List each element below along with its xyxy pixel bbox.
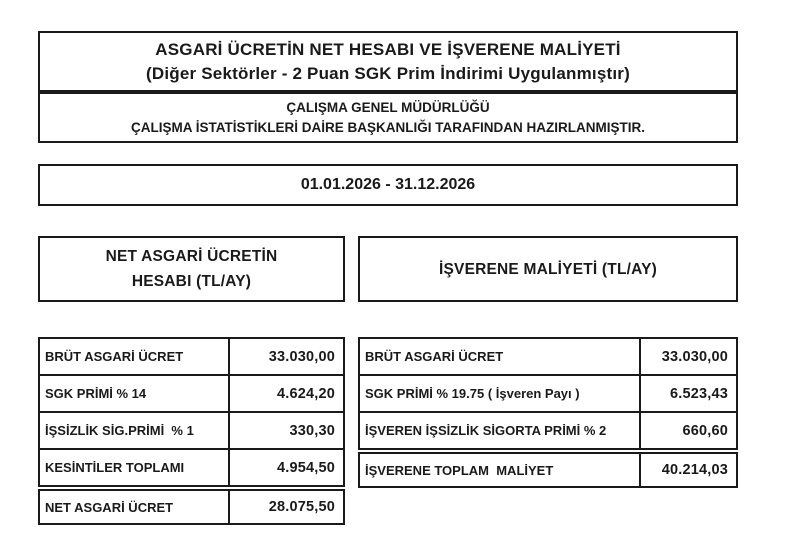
net-wage-header-line2: HESABI (TL/AY) [131,273,252,290]
organization-name: ÇALIŞMA GENEL MÜDÜRLÜĞÜ [286,99,490,115]
row-value: 330,30 [289,422,335,439]
table-row [40,450,343,485]
net-wage-section-header [38,236,345,302]
title-box [38,31,738,92]
period-text: 01.01.2026 - 31.12.2026 [300,176,476,193]
net-wage-table [38,337,345,487]
row-label: BRÜT ASGARİ ÜCRET [360,339,641,374]
row-value: 4.624,20 [276,385,335,402]
row-label: SGK PRİMİ % 14 [40,376,230,411]
employer-cost-table [358,337,738,450]
row-label: KESİNTİLER TOPLAMI [40,450,230,485]
table-row [40,376,343,413]
row-value: 33.030,00 [661,348,728,365]
net-wage-header-line1: NET ASGARİ ÜCRETİN [105,248,278,265]
total-label: İŞVERENE TOPLAM MALİYET [360,454,641,486]
net-wage-total-row [38,489,345,525]
row-value: 33.030,00 [268,348,335,365]
employer-cost-section-header [358,236,738,302]
table-row [40,491,343,523]
period-box [38,164,738,206]
organization-box [38,92,738,143]
row-label: BRÜT ASGARİ ÜCRET [40,339,230,374]
total-value: 28.075,50 [268,499,335,515]
table-row [40,413,343,450]
row-label: İŞVEREN İŞSİZLİK SİGORTA PRİMİ % 2 [360,413,641,448]
document-title: ASGARİ ÜCRETİN NET HESABI VE İŞVERENE MALİYETİ [155,39,621,59]
table-row [360,339,736,376]
employer-cost-header-text: İŞVERENE MALİYETİ (TL/AY) [438,260,657,278]
table-row [40,339,343,376]
table-row [360,376,736,413]
total-value: 40.214,03 [661,462,728,478]
organization-prepared-by: ÇALIŞMA İSTATİSTİKLERİ DAİRE BAŞKANLIĞI TARAFINDAN HAZIRLANMIŞTIR. [131,119,645,135]
employer-cost-total-row [358,452,738,488]
document-title-note: (Diğer Sektörler - 2 Puan SGK Prim İndirimi Uygulanmıştır) [146,63,630,83]
table-row [360,454,736,486]
row-value: 4.954,50 [276,459,335,476]
row-label: İŞSİZLİK SİG.PRİMİ % 1 [40,413,230,448]
row-value: 6.523,43 [669,385,728,402]
row-value: 660,60 [682,422,728,439]
table-row [360,413,736,448]
total-label: NET ASGARİ ÜCRET [40,491,230,523]
row-label: SGK PRİMİ % 19.75 ( İşveren Payı ) [360,376,641,411]
